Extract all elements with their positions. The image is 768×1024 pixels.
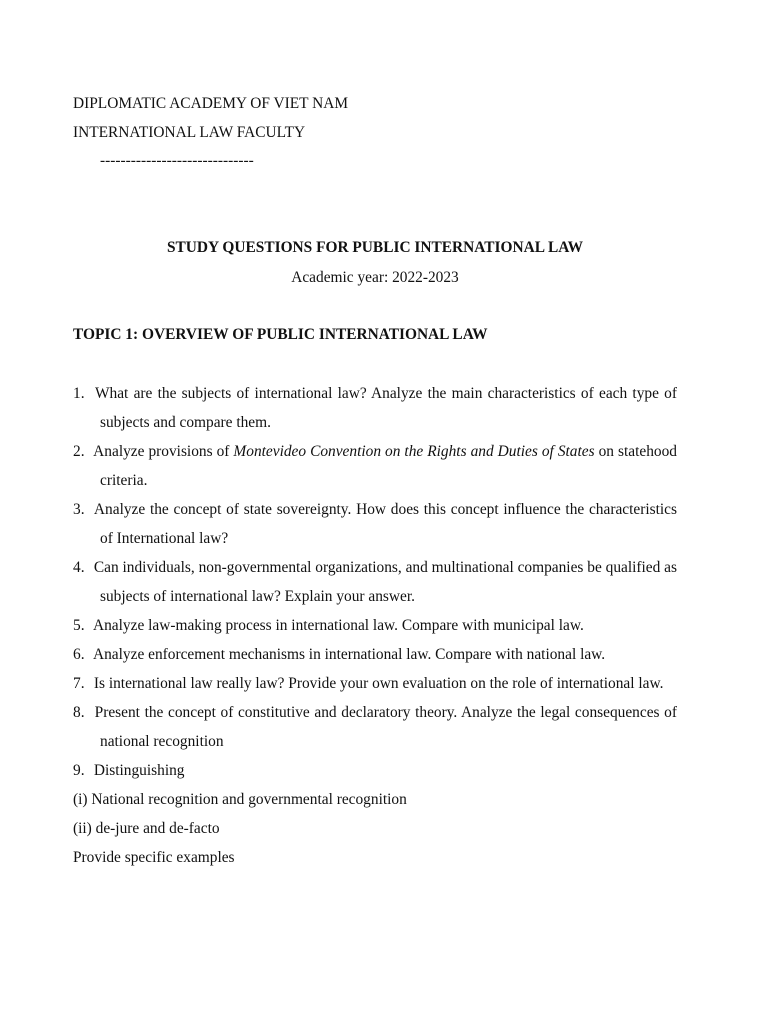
header-separator: ------------------------------ <box>100 152 254 169</box>
topic-heading: TOPIC 1: OVERVIEW OF PUBLIC INTERNATIONAL LAW <box>73 326 488 343</box>
document-title: STUDY QUESTIONS FOR PUBLIC INTERNATIONAL LAW <box>166 239 584 256</box>
question-text: Present the concept of constitutive and declaratory theory. Analyze the legal consequences of national recognition <box>94 704 677 750</box>
question-number: 8. <box>73 704 85 721</box>
question-text: Distinguishing <box>93 762 185 779</box>
question-item <box>73 495 677 553</box>
question-item <box>73 640 677 669</box>
question-item <box>73 437 677 495</box>
question-text: What are the subjects of international law? Analyze the main characteristics of each type of subjects and compare them. <box>94 385 677 431</box>
question-item <box>73 379 677 437</box>
question-item <box>73 756 677 785</box>
question-text-after: on statehood criteria. <box>100 443 677 489</box>
question-number: 6. <box>73 646 85 663</box>
question-text-before: Analyze provisions of <box>93 443 234 460</box>
question-number: 7. <box>73 675 85 692</box>
convention-title: Montevideo Convention on the Rights and Duties of States <box>233 443 595 460</box>
question-number: 9. <box>73 762 85 779</box>
question-item <box>73 669 677 698</box>
question-number: 3. <box>73 501 85 518</box>
question-item <box>73 553 677 611</box>
sub-item-national-governmental: (i) National recognition and governmental recognition <box>73 791 407 808</box>
academic-year: Academic year: 2022-2023 <box>291 269 459 286</box>
faculty-name: INTERNATIONAL LAW FACULTY <box>73 124 306 141</box>
question-text: Analyze enforcement mechanisms in international law. Compare with national law. <box>93 646 606 663</box>
question-list <box>73 379 677 872</box>
question-number: 2. <box>73 443 85 460</box>
sub-item-dejure-defacto: (ii) de-jure and de-facto <box>73 820 220 837</box>
question-text: Analyze law-making process in international law. Compare with municipal law. <box>93 617 584 634</box>
question-number: 1. <box>73 385 85 402</box>
question-number: 4. <box>73 559 85 576</box>
question-text: Is international law really law? Provide your own evaluation on the role of international law. <box>93 675 664 692</box>
question-item <box>73 698 677 756</box>
sub-item-examples: Provide specific examples <box>73 849 235 866</box>
question-text: Can individuals, non-governmental organizations, and multinational companies be qualified as subjects of international law? Explain your answer. <box>93 559 677 605</box>
question-text: Analyze the concept of state sovereignty. How does this concept influence the characteristics of International law? <box>93 501 677 547</box>
question-item <box>73 611 677 640</box>
institution-name: DIPLOMATIC ACADEMY OF VIET NAM <box>73 95 349 112</box>
question-number: 5. <box>73 617 85 634</box>
